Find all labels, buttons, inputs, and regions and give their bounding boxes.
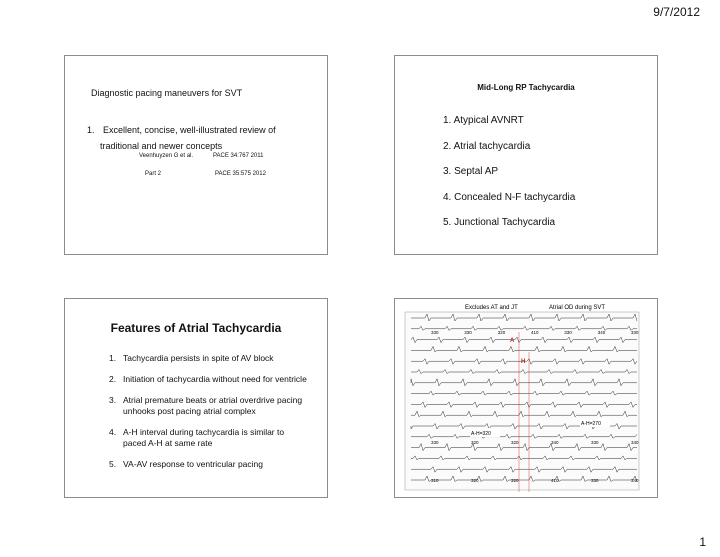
list-item-text: A-H interval during tachycardia is similar to paced A-H at same rate bbox=[123, 427, 285, 448]
slide3-title: Features of Atrial Tachycardia bbox=[110, 321, 282, 335]
slide1-item-line1: Excellent, concise, well-illustrated review of bbox=[103, 125, 276, 135]
cycle-length-label: 330 bbox=[464, 330, 472, 335]
ecg-caption-left: Excludes AT and JT bbox=[465, 305, 518, 311]
list-item bbox=[109, 353, 309, 364]
slide2-list bbox=[443, 115, 575, 243]
electrogram-tracing bbox=[401, 302, 653, 494]
slide1-title: Diagnostic pacing maneuvers for SVT bbox=[91, 88, 243, 98]
list-item-number: 1. bbox=[109, 353, 117, 363]
list-item: 4. Concealed N-F tachycardia bbox=[443, 191, 576, 203]
tracing-frame bbox=[405, 312, 639, 490]
slide1-item-line2: traditional and newer concepts bbox=[100, 141, 223, 151]
list-item: 1. Atypical AVNRT bbox=[443, 115, 524, 126]
cycle-length-label: 320 bbox=[497, 330, 506, 335]
slide1-ref-citation: PACE 35:575 2012 bbox=[215, 171, 266, 177]
slide3-list bbox=[109, 353, 309, 480]
cycle-length-label: 330 bbox=[591, 440, 599, 445]
cycle-length-label: 410 bbox=[531, 330, 539, 335]
list-item-text: Tachycardia persists in spite of AV block bbox=[123, 353, 274, 363]
list-item-text: Atrial premature beats or atrial overdrive pacing unhooks post pacing atrial complex bbox=[123, 395, 303, 416]
cycle-length-label: 320 bbox=[511, 440, 519, 445]
list-item: 3. Septal AP bbox=[443, 166, 499, 177]
list-item bbox=[109, 374, 309, 385]
ecg-caption-right: Atrial OD during SVT bbox=[549, 305, 606, 311]
slide1-item-number: 1. bbox=[87, 125, 95, 135]
list-item-number: 5. bbox=[109, 459, 117, 469]
cycle-length-label: 320 bbox=[471, 478, 479, 483]
page-number: 1 bbox=[699, 535, 706, 549]
list-item-number: 3. bbox=[109, 395, 117, 405]
cycle-length-label: 410 bbox=[551, 478, 559, 483]
cycle-length-label: 310 bbox=[431, 478, 439, 483]
cycle-length-label: 330 bbox=[431, 440, 439, 445]
slide-thumbnail-3 bbox=[64, 298, 328, 498]
cycle-length-label: 320 bbox=[471, 440, 479, 445]
list-item: 5. Junctional Tachycardia bbox=[443, 217, 556, 228]
cycle-length-label: 340 bbox=[631, 478, 639, 483]
list-item-text: VA-AV response to ventricular pacing bbox=[123, 459, 264, 469]
ah-320-label: A-H=320 bbox=[471, 431, 491, 437]
ah-270-label: A-H=270 bbox=[581, 421, 601, 427]
slide-thumbnail-4 bbox=[394, 298, 658, 498]
slide-thumbnail-1 bbox=[64, 55, 328, 255]
list-item-number: 2. bbox=[109, 374, 117, 384]
header-date: 9/7/2012 bbox=[653, 5, 700, 19]
slide2-title: Mid-Long RP Tachycardia bbox=[477, 83, 575, 92]
cycle-length-label: 330 bbox=[631, 330, 639, 335]
list-item-text: Initiation of tachycardia without need for ventricle bbox=[123, 374, 307, 384]
cycle-length-label: 330 bbox=[591, 478, 599, 483]
list-item bbox=[109, 395, 309, 417]
marker-h-label: H bbox=[521, 359, 526, 365]
marker-a-label: A bbox=[510, 338, 515, 344]
slide-thumbnail-2 bbox=[394, 55, 658, 255]
slide1-ref-citation: PACE 34:767 2011 bbox=[213, 153, 264, 159]
list-item bbox=[109, 459, 309, 470]
slide1-ref-author: Veenhuyzen G et al. bbox=[139, 153, 194, 159]
list-item bbox=[109, 427, 309, 449]
list-item: 2. Atrial tachycardia bbox=[443, 140, 531, 152]
cycle-length-label: 340 bbox=[551, 440, 559, 445]
cycle-length-label: 340 bbox=[597, 330, 606, 335]
slide1-ref-author: Part 2 bbox=[145, 171, 162, 177]
cycle-length-label: 330 bbox=[564, 330, 572, 335]
cycle-length-label: 330 bbox=[431, 330, 439, 335]
list-item-number: 4. bbox=[109, 427, 117, 437]
cycle-length-label: 340 bbox=[631, 440, 639, 445]
cycle-length-label: 320 bbox=[511, 478, 519, 483]
slide1-list-item bbox=[87, 122, 276, 154]
